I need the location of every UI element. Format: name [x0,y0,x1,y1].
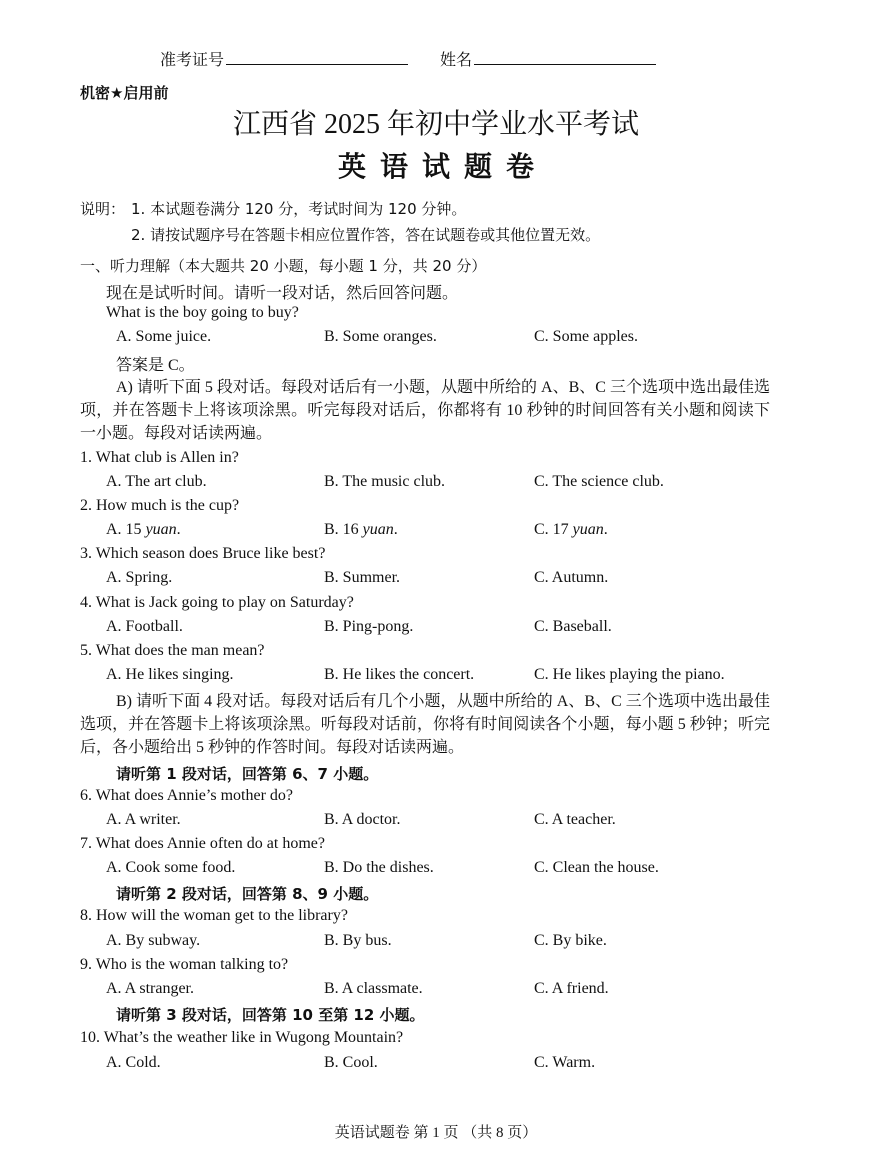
q2-option-b: B. 16 yuan. [324,521,398,538]
q9-option-c: C. A friend. [534,980,609,997]
q10-option-b: B. Cool. [324,1054,378,1071]
q3-option-c: C. Autumn. [534,569,609,586]
instruction-item-1: 1. 本试题卷满分 120 分，考试时间为 120 分钟。 [131,200,467,218]
q5-option-c: C. He likes playing the piano. [534,666,725,683]
q9-option-a: A. A stranger. [106,980,194,997]
q1-option-c: C. The science club. [534,473,664,490]
q7-option-a: A. Cook some food. [106,859,236,876]
q1-option-b: B. The music club. [324,473,446,490]
exam-title: 江西省 2025 年初中学业水平考试 [232,109,639,140]
question-3: 3. Which season does Bruce like best? [80,545,326,562]
q2-option-a: A. 15 yuan. [106,521,181,538]
part-b-instructions: B) 请听下面 4 段对话。每段对话后有几个小题，从题中所给的 A、B、C 三个选项中选出最佳选项，并在答题卡上将该项涂黑。听每段对话前，你将有时间阅读各个小题，每小题 5 秒钟；听完后，各小题给出 5 秒钟的作答时间。每段对话读两遍。 [80,693,770,756]
q8-option-a: A. By subway. [106,932,201,949]
q6-option-c: C. A teacher. [534,811,616,828]
dialog-3-heading: 请听第 3 段对话，回答第 10 至第 12 小题。 [116,1006,425,1024]
section-heading: 一、听力理解（本大题共 20 小题，每小题 1 分，共 20 分） [80,257,487,275]
question-8: 8. How will the woman get to the library? [80,907,348,924]
question-4: 4. What is Jack going to play on Saturday? [80,594,354,611]
q6-option-a: A. A writer. [106,811,181,828]
question-7: 7. What does Annie often do at home? [80,835,325,852]
question-9: 9. Who is the woman talking to? [80,956,289,973]
q6-option-b: B. A doctor. [324,811,401,828]
question-5: 5. What does the man mean? [80,642,265,659]
instruction-label: 说明： [80,200,126,218]
page-footer: 英语试题卷 第 1 页 （共 8 页） [334,1125,538,1141]
q4-option-b: B. Ping-pong. [324,618,414,635]
question-2: 2. How much is the cup? [80,497,240,514]
practice-option-c: C. Some apples. [534,328,638,345]
practice-option-b: B. Some oranges. [324,328,437,345]
exam-id-label: 准考证号 [160,52,225,69]
q10-option-a: A. Cold. [106,1054,161,1071]
q4-option-c: C. Baseball. [534,618,612,635]
practice-intro: 现在是试听时间。请听一段对话，然后回答问题。 [106,285,459,302]
q3-option-a: A. Spring. [106,569,173,586]
exam-subtitle: 英语试题卷 [337,152,548,183]
dialog-2-heading: 请听第 2 段对话，回答第 8、9 小题。 [116,885,379,903]
q7-option-b: B. Do the dishes. [324,859,434,876]
q4-option-a: A. Football. [106,618,183,635]
q9-option-b: B. A classmate. [324,980,423,997]
practice-answer: 答案是 C。 [116,357,195,374]
q8-option-c: C. By bike. [534,932,607,949]
exam-id-field [160,47,408,70]
q5-option-b: B. He likes the concert. [324,666,475,683]
q1-option-a: A. The art club. [106,473,207,490]
q2-option-c: C. 17 yuan. [534,521,608,538]
q7-option-c: C. Clean the house. [534,859,659,876]
q10-option-c: C. Warm. [534,1054,596,1071]
dialog-1-heading: 请听第 1 段对话，回答第 6、7 小题。 [116,765,379,783]
question-1: 1. What club is Allen in? [80,449,239,466]
secret-label: 机密★启用前 [80,84,169,102]
practice-question: What is the boy going to buy? [106,304,299,321]
exam-id-blank [226,63,408,65]
practice-option-a: A. Some juice. [116,328,212,345]
name-blank [474,63,656,65]
q3-option-b: B. Summer. [324,569,401,586]
question-6: 6. What does Annie’s mother do? [80,787,293,804]
question-10: 10. What’s the weather like in Wugong Mountain? [80,1029,404,1046]
name-field [440,47,656,70]
part-a-instructions: A) 请听下面 5 段对话。每段对话后有一小题，从题中所给的 A、B、C 三个选项中选出最佳选项，并在答题卡上将该项涂黑。听完每段对话后，你都将有 10 秒钟的时间回答有关小题和阅读下一小题。每段对话读两遍。 [80,379,770,442]
q8-option-b: B. By bus. [324,932,392,949]
name-label: 姓名 [440,52,473,69]
instruction-item-2: 2. 请按试题序号在答题卡相应位置作答，答在试题卷或其他位置无效。 [131,226,601,244]
q5-option-a: A. He likes singing. [106,666,234,683]
